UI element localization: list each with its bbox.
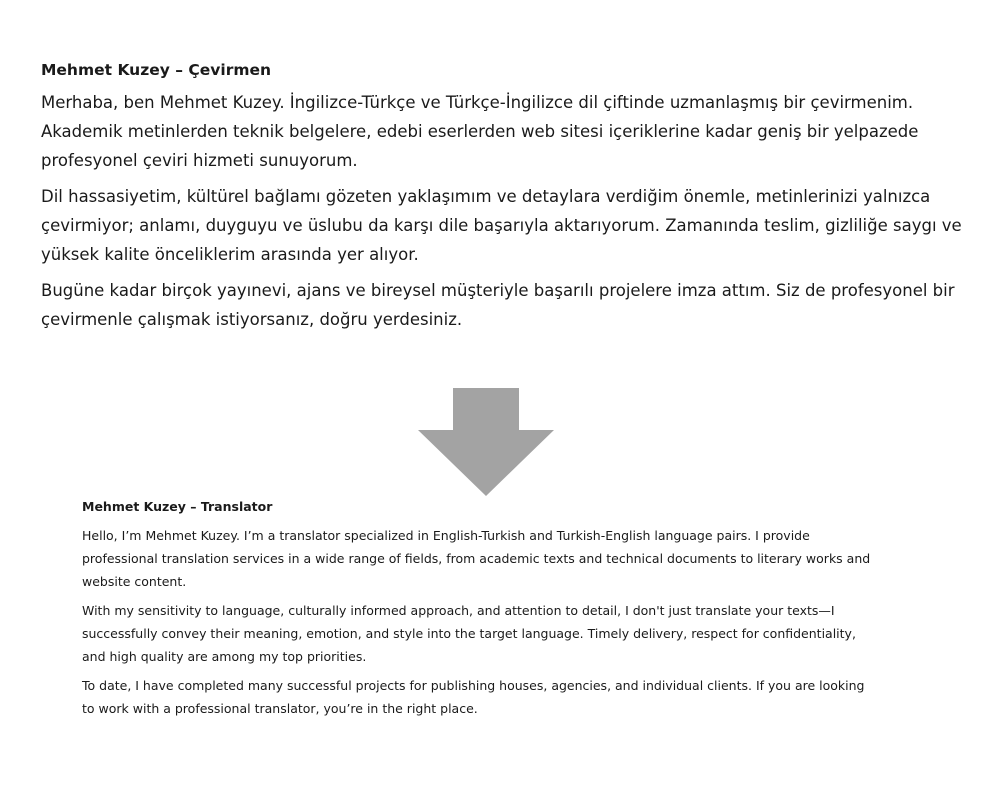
arrow-down-icon xyxy=(418,388,554,496)
translation-paragraph-2: With my sensitivity to language, culturally informed approach, and attention to detail, I don't just translate your texts—I successfully convey their meaning, emotion, and style into the target language. Timely delivery, respect for confidentiality, and high quality are among my top priorities. xyxy=(82,603,856,664)
source-paragraph-2: Dil hassasiyetim, kültürel bağlamı gözeten yaklaşımım ve detaylara verdiğim önemle, metinlerinizi yalnızca çevirmiyor; anlamı, duyguyu ve üslubu da karşı dile başarıyla aktarıyorum. Zamanında teslim, gizliliğe saygı ve yüksek kalite önceliklerim arasında yer alıyor. xyxy=(41,187,962,264)
translation-paragraph-3: To date, I have completed many successful projects for publishing houses, agencies, and individual clients. If you are looking to work with a professional translator, you’re in the right place. xyxy=(82,678,865,716)
source-title: Mehmet Kuzey – Çevirmen xyxy=(41,61,272,79)
english-translation-text xyxy=(82,496,872,726)
translation-title: Mehmet Kuzey – Translator xyxy=(82,499,273,514)
source-paragraph-1: Merhaba, ben Mehmet Kuzey. İngilizce-Türkçe ve Türkçe-İngilizce dil çiftinde uzmanlaşmış bir çevirmenim. Akademik metinlerden teknik belgelere, edebi eserlerden web sitesi içeriklerine kadar geniş bir yelpazede profesyonel çeviri hizmeti sunuyorum. xyxy=(41,93,919,170)
turkish-source-text xyxy=(41,58,971,341)
source-paragraph-3: Bugüne kadar birçok yayınevi, ajans ve bireysel müşteriyle başarılı projelere imza attım. Siz de profesyonel bir çevirmenle çalışmak istiyorsanız, doğru yerdesiniz. xyxy=(41,281,955,329)
translation-paragraph-1: Hello, I’m Mehmet Kuzey. I’m a translator specialized in English-Turkish and Turkish-English language pairs. I provide professional translation services in a wide range of fields, from academic texts and technical documents to literary works and website content. xyxy=(82,528,871,589)
